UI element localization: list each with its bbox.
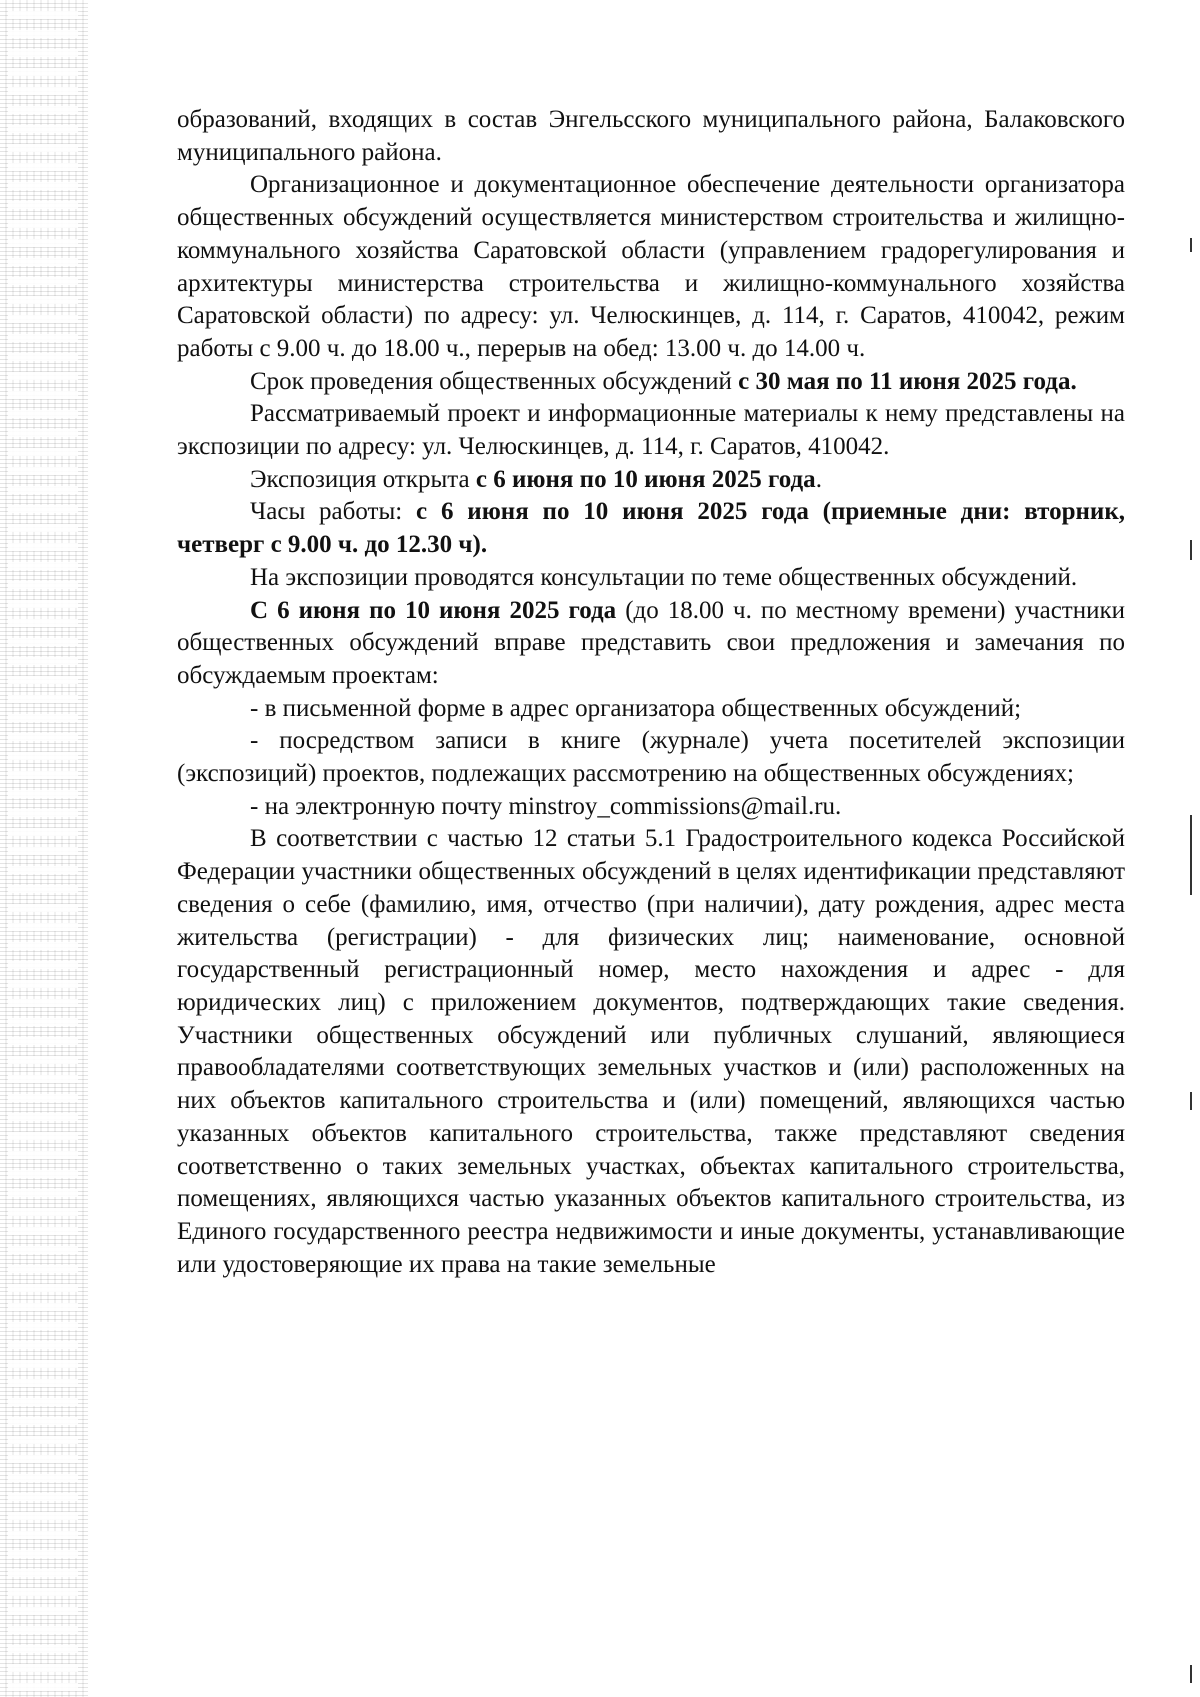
- scan-margin-mark: [1190, 1665, 1192, 1683]
- paragraph-discussion-period: [177, 366, 1125, 399]
- text-run: (до 18.00 ч. по местному времени) участники общественных обсуждений вправе представить свои предложения и замечания по обсуждаемым проектам:: [177, 596, 1125, 689]
- paragraph-project-materials: [177, 398, 1125, 463]
- list-item-written-form: [177, 693, 1125, 726]
- text-run: Часы работы:: [250, 498, 417, 526]
- text-run: Организационное и документационное обеспечение деятельности организатора общественных обсуждений осуществляется министерством строительства и жилищно-коммунального хозяйства Саратовской области (управлением градорегулирования и архитектуры министерства строительства и жилищно-коммунального хозяйства Саратовской области) по адресу: ул. Челюскинцев, д. 114, г. Саратов, 410042, режим работы с 9.00 ч. до 18.00 ч., перерыв на обед: 13.00 ч. до 14.00 ч.: [177, 171, 1125, 362]
- text-run-bold: С 6 июня по 10 июня 2025 года: [250, 596, 617, 624]
- text-run: .: [815, 465, 822, 493]
- scan-margin-mark: [1190, 238, 1192, 252]
- text-run: На экспозиции проводятся консультации по теме общественных обсуждений.: [250, 563, 1078, 591]
- text-run: В соответствии с частью 12 статьи 5.1 Градостроительного кодекса Российской Федерации участники общественных обсуждений в целях идентификации представляют сведения о себе (фамилию, имя, отчество (при наличии), дату рождения, адрес места жительства (регистрации) - для физических лиц; наименование, основной государственный регистрационный номер, место нахождения и адрес - для юридических лиц) с приложением документов, подтверждающих такие сведения. Участники общественных обсуждений или публичных слушаний, являющиеся правообладателями соответствующих земельных участков и (или) расположенных на них объектов капитального строительства и (или) помещений, являющихся частью указанных объектов капитального строительства, также представляют сведения соответственно о таких земельных участках, объектах капитального строительства, помещениях, являющихся частью указанных объектов капитального строительства, из Единого государственного реестра недвижимости и иные документы, устанавливающие или удостоверяющие их права на такие земельные: [177, 825, 1125, 1278]
- text-run: Срок проведения общественных обсуждений: [250, 367, 739, 395]
- scan-margin-mark: [1190, 540, 1192, 560]
- paragraph-submission-period: [177, 595, 1125, 693]
- text-run-bold: с 6 июня по 10 июня 2025 года: [475, 465, 816, 493]
- text-run: Рассматриваемый проект и информационные материалы к нему представлены на экспозиции по адресу: ул. Челюскинцев, д. 114, г. Саратов, 410042.: [177, 400, 1125, 461]
- text-run: Экспозиция открыта: [250, 465, 476, 493]
- text-run: - посредством записи в книге (журнале) учета посетителей экспозиции (экспозиций) проектов, подлежащих рассмотрению на общественных обсуждениях;: [177, 727, 1125, 788]
- list-item-email: [177, 791, 1125, 824]
- scan-margin-mark: [1190, 1092, 1192, 1110]
- text-run-bold: с 30 мая по 11 июня 2025 года.: [738, 367, 1077, 395]
- paragraph-identification-requirements: [177, 823, 1125, 1281]
- list-item-visitor-book: [177, 725, 1125, 790]
- text-run-bold: с 6 июня по 10 июня 2025 года (приемные дни: вторник, четверг с 9.00 ч. до 12.30 ч).: [177, 498, 1125, 559]
- scan-edge-artifact: [0, 0, 88, 1697]
- paragraph-organizational-support: [177, 169, 1125, 365]
- text-run: - на электронную почту minstroy_commissions@mail.ru.: [250, 792, 842, 820]
- paragraph-consultations: [177, 562, 1125, 595]
- text-run: образований, входящих в состав Энгельсского муниципального района, Балаковского муниципального района.: [177, 106, 1125, 166]
- paragraph-continuation: [177, 104, 1125, 169]
- paragraph-working-hours: [177, 496, 1125, 561]
- document-page: [177, 104, 1125, 1281]
- scan-margin-mark: [1190, 815, 1192, 895]
- paragraph-exposition-open: [177, 464, 1125, 497]
- text-run: - в письменной форме в адрес организатора общественных обсуждений;: [250, 694, 1022, 722]
